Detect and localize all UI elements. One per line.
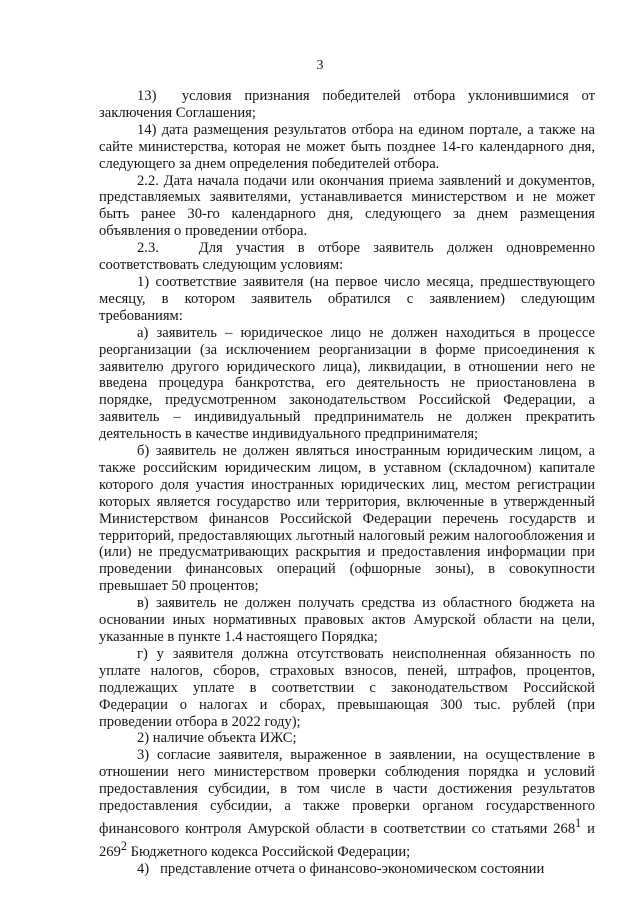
article-268-superscript: 1: [575, 815, 582, 830]
condition-3-tail: Бюджетного кодекса Российской Федерации;: [126, 843, 411, 860]
paragraph-condition-1v: в) заявитель не должен получать средства из областного бюджета на основании иных нормативных правовых актов Амурской области на цели, указанные в пункте 1.4 настоящего Порядка;: [99, 595, 595, 645]
paragraph-condition-1g: г) у заявителя должна отсутствовать неисполненная обязанность по уплате налогов, сборов, страховых взносов, пеней, штрафов, процентов, подлежащих уплате в соответствии с законодательством Российской Федерации о налогах и сборах, превышающая 300 тыс. рублей (при проведении отбора в 2022 году);: [99, 645, 595, 730]
condition-3-mid: и 269: [99, 820, 595, 860]
page-number: 3: [316, 58, 324, 73]
paragraph-condition-1: 1) соответствие заявителя (на первое число месяца, предшествующего месяцу, в котором заявитель обратился с заявлением) следующим требованиям:: [99, 273, 595, 324]
paragraph-2-3: 2.3. Для участия в отборе заявитель должен одновременно соответствовать следующим условиям:: [99, 240, 595, 274]
paragraph-condition-2: 2) наличие объекта ИЖС;: [137, 730, 297, 747]
paragraph-condition-1a: а) заявитель – юридическое лицо не должен находиться в процессе реорганизации (за исключением реорганизации в форме присоединения к заявителю другого юридического лица), ликвидации, в отношении него не введена процедура банкротства, его деятельность не приостановлена в порядке, предусмотренном законодательством Российской Федерации, а заявитель – индивидуальный предприниматель не должен прекратить деятельность в качестве индивидуального предпринимателя;: [99, 324, 595, 443]
paragraph-14-results-date: 14) дата размещения результатов отбора на едином портале, а также на сайте министерства, которая не может быть позднее 14-го календарного дня, следующего за днем определения победителей отбора.: [99, 121, 595, 172]
paragraph-condition-4: 4) представление отчета о финансово-экономическом состоянии: [137, 860, 545, 877]
article-269-superscript: 2: [120, 838, 127, 853]
condition-3-text: 3) согласие заявителя, выраженное в заявлении, на осуществление в отношении него министерством проверки соблюдения порядка и условий предоставления субсидии, в том числе в части достижения результатов предоставления субсидии, а также проверки органом государственного финансового контроля Амурской области в соответствии со статьями 268: [99, 747, 595, 837]
paragraph-2-2: 2.2. Дата начала подачи или окончания приема заявлений и документов, представляемых заявителями, устанавливается министерством и не может быть ранее 30-го календарного дня, следующего за днем размещения объявления о проведении отбора.: [99, 172, 595, 240]
document-body: [99, 88, 595, 877]
paragraph-condition-3: [99, 747, 595, 860]
paragraph-13-conditions: 13) условия признания победителей отбора уклонившимися от заключения Соглашения;: [99, 88, 595, 121]
paragraph-condition-1b: б) заявитель не должен являться иностранным юридическим лицом, а также российским юридическим лицом, в уставном (складочном) капитале которого доля участия иностранных юридических лиц, местом регистрации которых является государство или территория, включенные в утвержденный Министерством финансов Российской Федерации перечень государств и территорий, предоставляющих льготный налоговый режим налогообложения и (или) не предусматривающих раскрытия и предоставления информации при проведении финансовых операций (офшорные зоны), в совокупности превышает 50 процентов;: [99, 443, 595, 595]
